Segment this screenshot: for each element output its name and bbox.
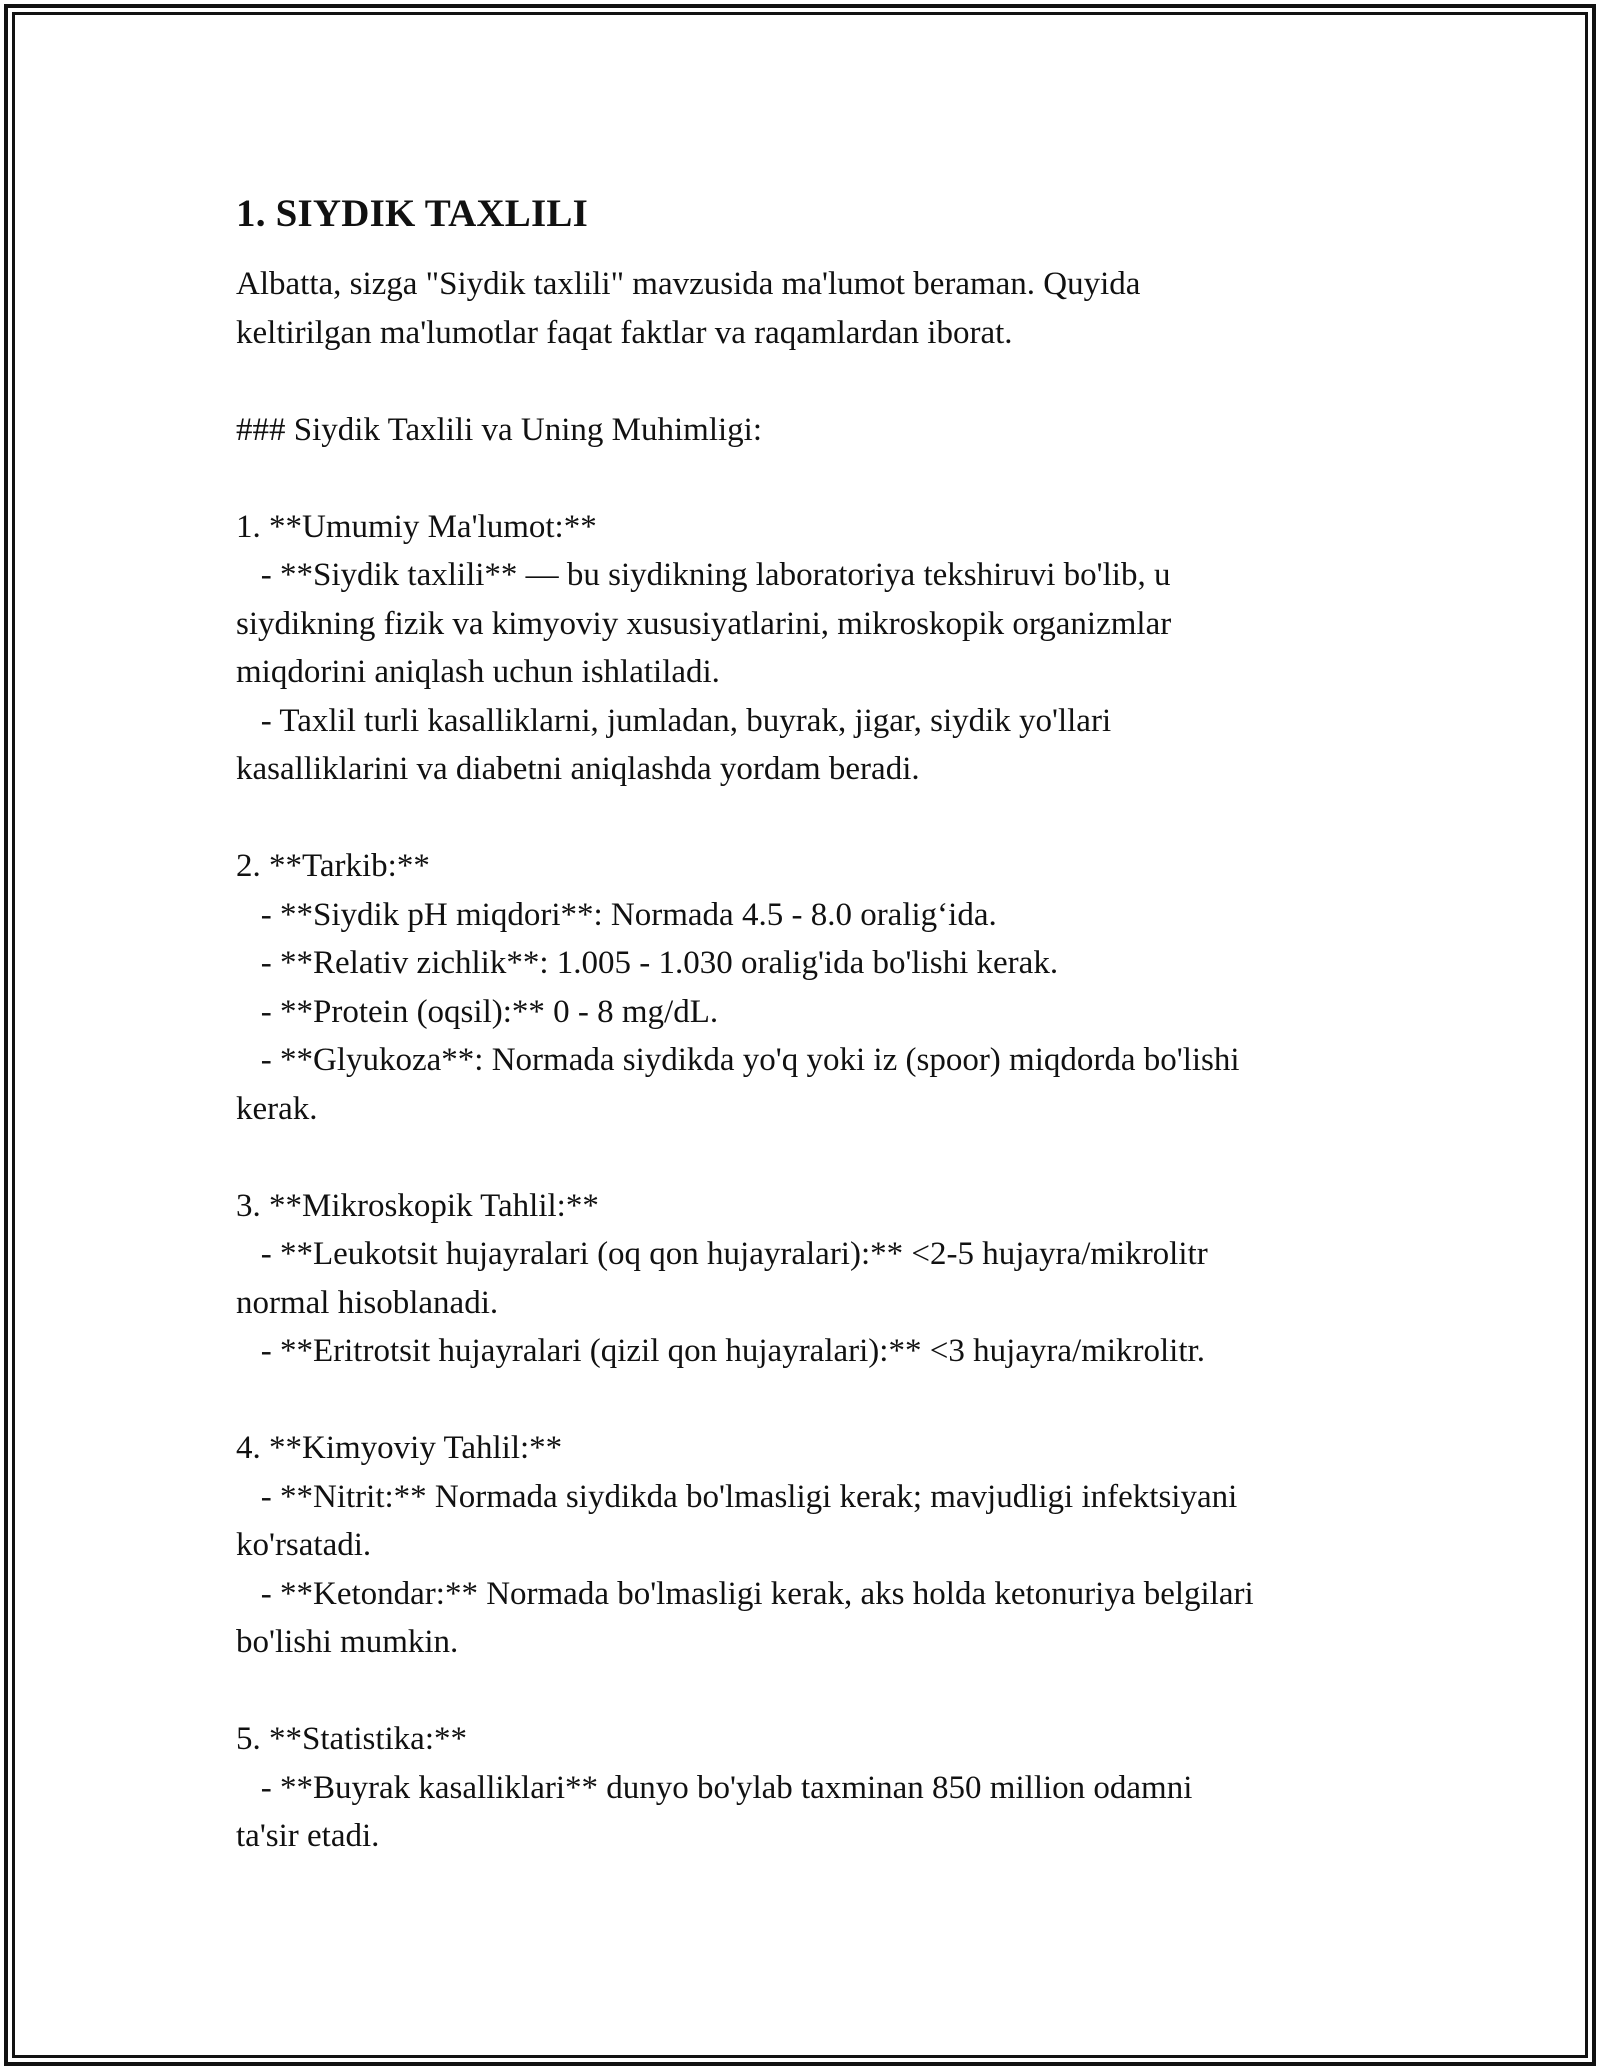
text-line: - **Siydik taxlili** — bu siydikning laboratoriya tekshiruvi bo'lib, u xyxy=(236,557,1171,593)
text-line: - **Glyukoza**: Normada siydikda yo'q yoki iz (spoor) miqdorda bo'lishi xyxy=(236,1042,1240,1078)
text-line: ta'sir etadi. xyxy=(236,1818,380,1854)
text-line: - **Nitrit:** Normada siydikda bo'lmasligi kerak; mavjudligi infektsiyani xyxy=(236,1478,1238,1515)
blank-line xyxy=(236,454,1376,503)
text-line: Albatta, sizga "Siydik taxlili" mavzusida ma'lumot beraman. Quyida xyxy=(236,266,1141,302)
blank-line xyxy=(236,794,1376,843)
text-line: 1. **Umumiy Ma'lumot:** xyxy=(236,508,597,545)
text-line: - **Siydik pH miqdori**: Normada 4.5 - 8.0 oralig‘ida. xyxy=(236,896,997,933)
text-line: ko'rsatadi. xyxy=(236,1527,372,1563)
text-line: - **Protein (oqsil):** 0 - 8 mg/dL. xyxy=(236,993,719,1030)
blank-line xyxy=(236,1376,1376,1425)
text-line: keltirilgan ma'lumotlar faqat faktlar va raqamlardan iborat. xyxy=(236,314,1013,351)
document-title: 1. SIYDIK TAXLILI xyxy=(236,192,588,235)
text-line: normal hisoblanadi. xyxy=(236,1284,499,1321)
text-line: - **Buyrak kasalliklari** dunyo bo'ylab taxminan 850 million odamni xyxy=(236,1769,1193,1806)
text-line: ### Siydik Taxlili va Uning Muhimligi: xyxy=(236,411,763,448)
text-line: - **Ketondar:** Normada bo'lmasligi kerak, aks holda ketonuriya belgilari xyxy=(236,1575,1254,1612)
blank-line xyxy=(236,1133,1376,1182)
text-line: 4. **Kimyoviy Tahlil:** xyxy=(236,1430,563,1466)
text-line: - **Relativ zichlik**: 1.005 - 1.030 oralig'ida bo'lishi kerak. xyxy=(236,945,1059,981)
text-line: 5. **Statistika:** xyxy=(236,1721,467,1757)
text-line: 2. **Tarkib:** xyxy=(236,848,430,884)
text-line: - **Leukotsit hujayralari (oq qon hujayralari):** <2-5 hujayra/mikrolitr xyxy=(236,1236,1208,1272)
text-line: bo'lishi mumkin. xyxy=(236,1624,459,1660)
document-text xyxy=(236,260,1376,1861)
text-line: kasalliklarini va diabetni aniqlashda yordam beradi. xyxy=(236,751,920,787)
text-line: miqdorini aniqlash uchun ishlatiladi. xyxy=(236,654,720,690)
document-body xyxy=(236,188,1376,1861)
text-line: - **Eritrotsit hujayralari (qizil qon hujayralari):** <3 hujayra/mikrolitr. xyxy=(236,1333,1205,1369)
text-line: - Taxlil turli kasalliklarni, jumladan, buyrak, jigar, siydik yo'llari xyxy=(236,702,1112,739)
blank-line xyxy=(236,1667,1376,1716)
blank-line xyxy=(236,357,1376,406)
text-line: siydikning fizik va kimyoviy xususiyatlarini, mikroskopik organizmlar xyxy=(236,605,1172,642)
text-line: 3. **Mikroskopik Tahlil:** xyxy=(236,1187,599,1224)
text-line: kerak. xyxy=(236,1090,318,1127)
